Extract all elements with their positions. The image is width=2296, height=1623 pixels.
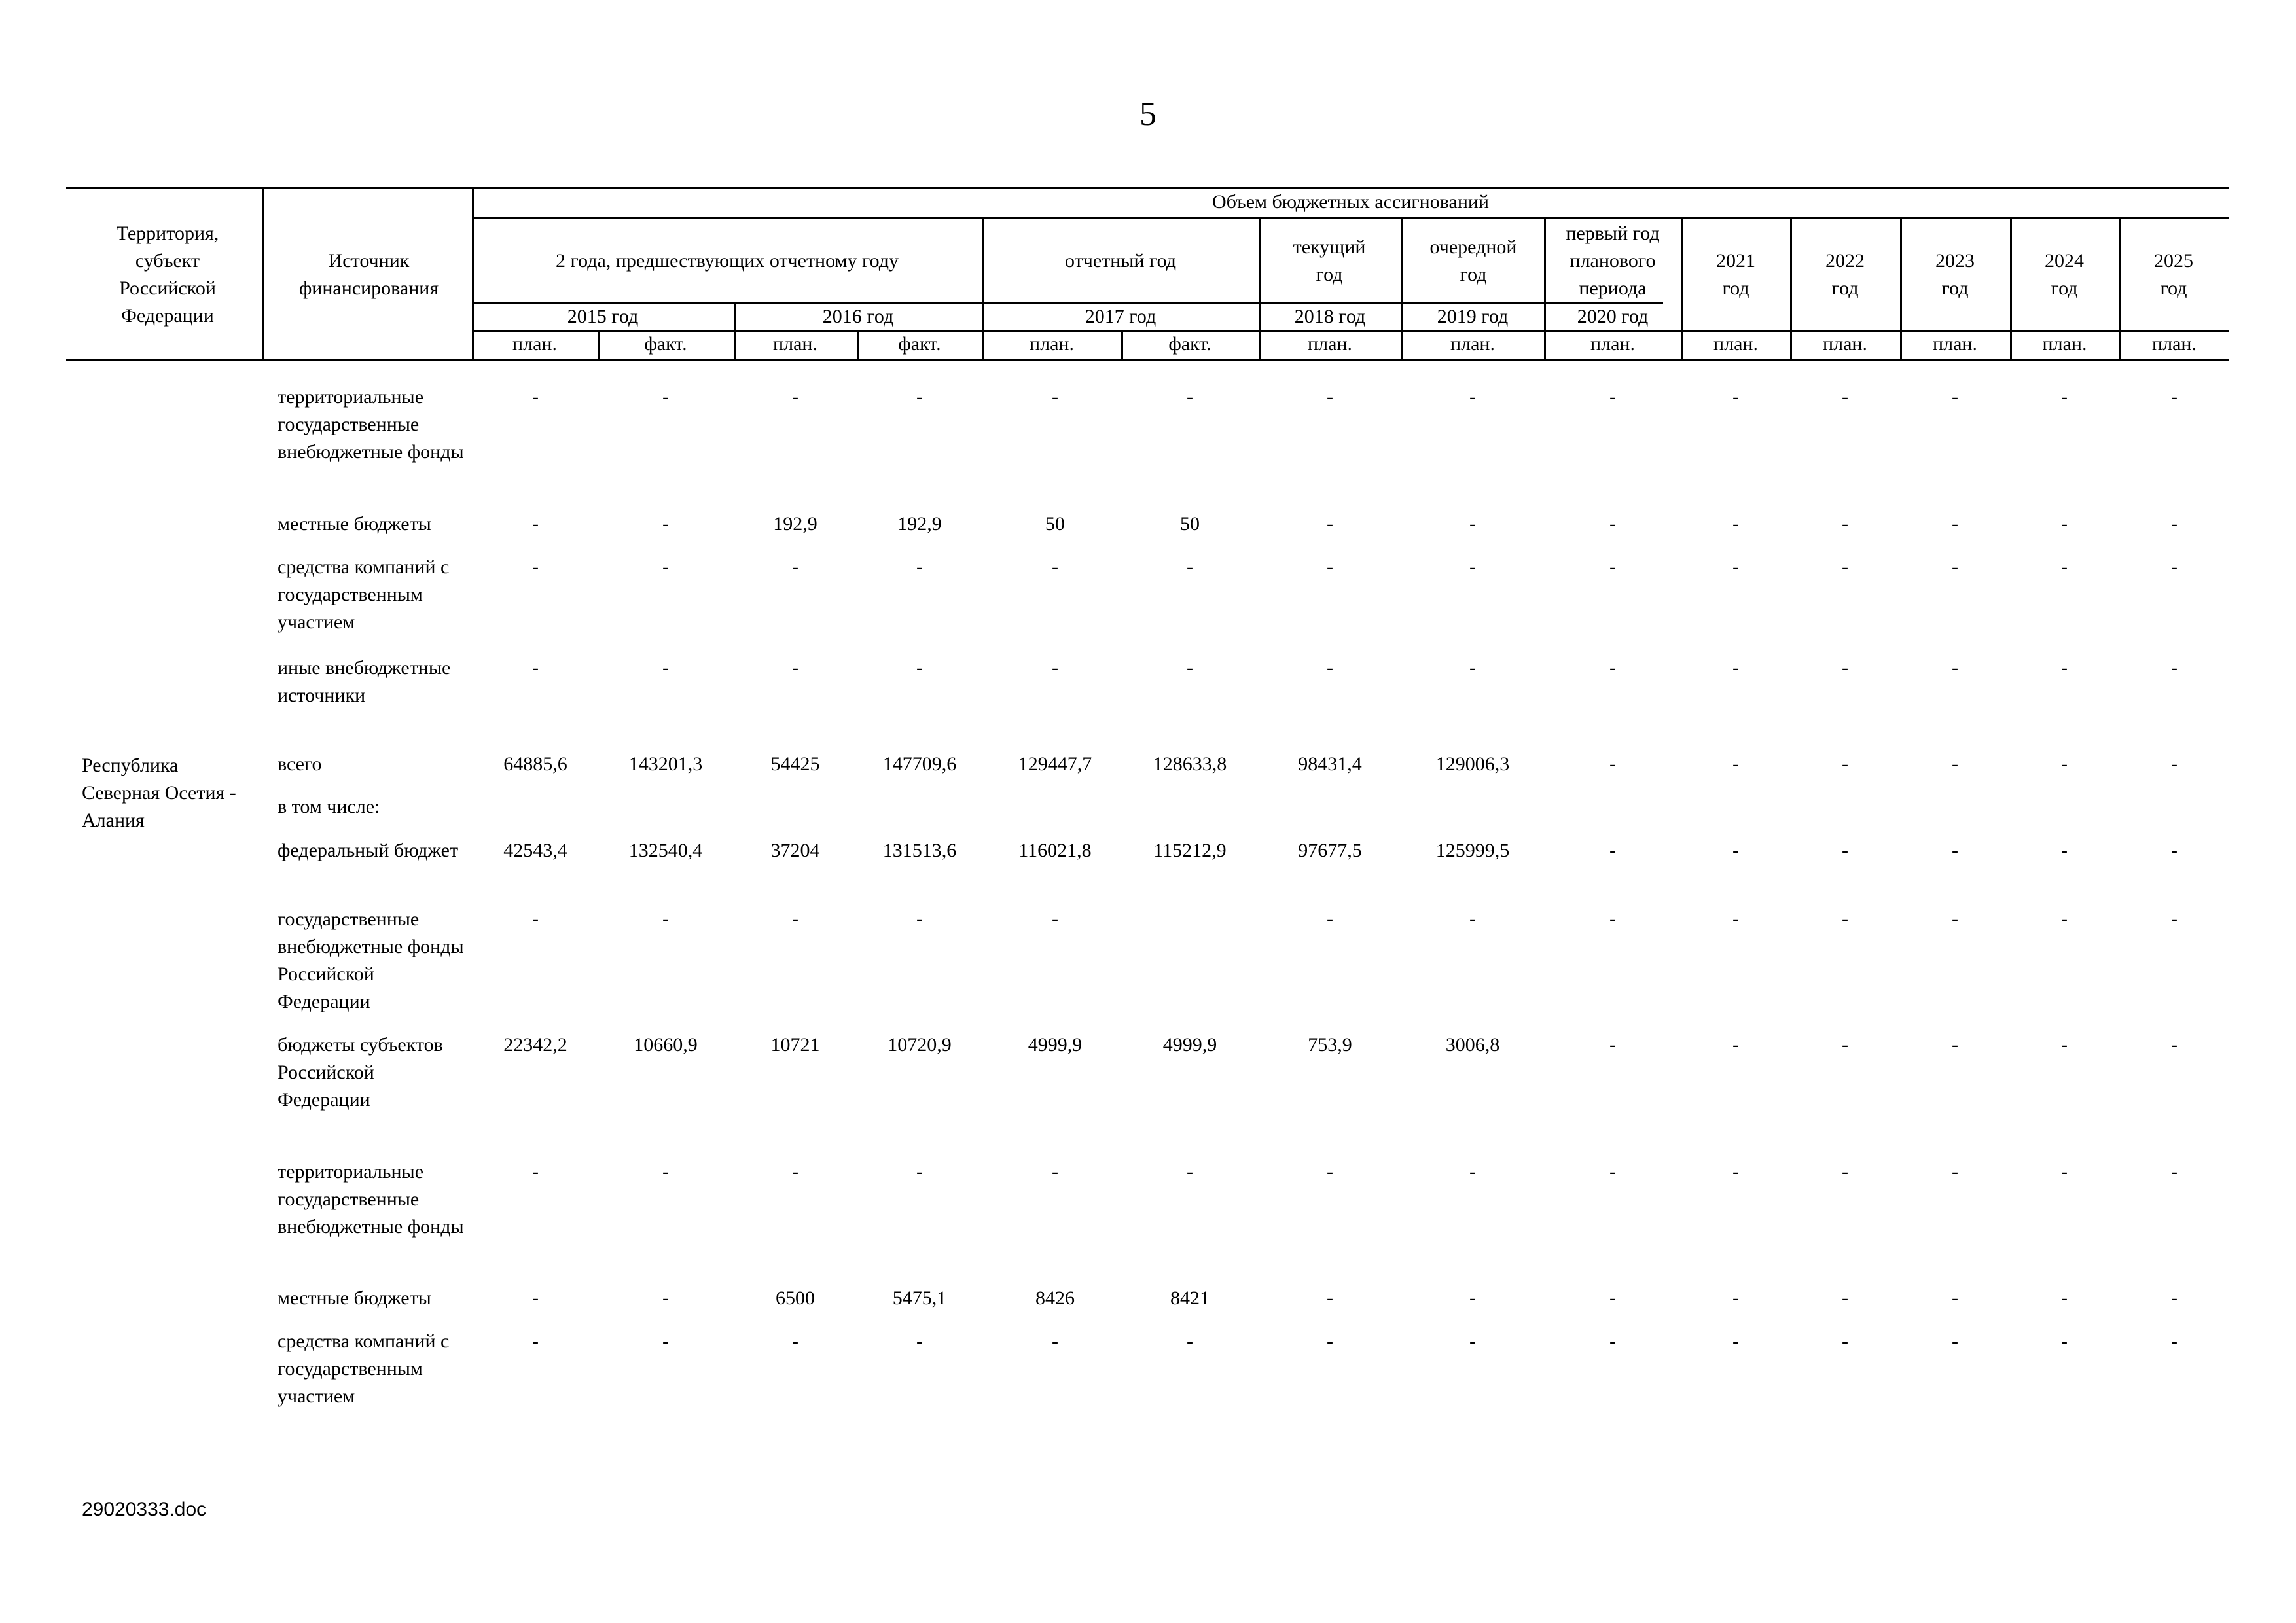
header-col-9: план. [1590, 333, 1635, 355]
table-cell: - [2171, 840, 2178, 861]
header-col-12: план. [1933, 333, 1977, 355]
row-label: в том числе: [278, 796, 380, 817]
table-cell: - [1842, 1330, 1848, 1352]
table-cell: 4999,9 [1028, 1034, 1083, 1056]
header-year-2020: 2020 год [1577, 306, 1649, 327]
page-number: 5 [1139, 96, 1157, 133]
table-cell: - [662, 556, 669, 578]
row-label: территориальные государственные внебюджетные фонды [278, 1161, 464, 1238]
table-cell: - [532, 1330, 539, 1352]
header-col-11: план. [1823, 333, 1867, 355]
table-cell: - [1842, 657, 1848, 679]
table-cell: - [1052, 657, 1058, 679]
table-cell: - [1609, 386, 1616, 408]
table-cell: - [1327, 657, 1333, 679]
table-cell: - [2171, 1034, 2178, 1056]
table-cell: - [1187, 657, 1193, 679]
table-cell: - [2171, 908, 2178, 930]
header-2023: 2023 год [1935, 250, 1975, 299]
table-cell: - [1732, 1161, 1739, 1183]
table-cell: - [1187, 1330, 1193, 1352]
header-col-6: факт. [1168, 333, 1211, 355]
header-col-8: план. [1450, 333, 1495, 355]
header-report-year: отчетный год [1065, 250, 1176, 272]
table-cell: - [1952, 840, 1958, 861]
table-cell: 8426 [1035, 1287, 1075, 1309]
row-label: местные бюджеты [278, 1287, 431, 1309]
table-cell: - [1609, 1034, 1616, 1056]
table-cell: - [532, 513, 539, 535]
header-year-2019: 2019 год [1437, 306, 1509, 327]
table-cell: - [1842, 753, 1848, 775]
row-label: средства компаний с государственным участием [278, 556, 450, 633]
table-cell: - [2061, 513, 2068, 535]
table-cell: - [1952, 1161, 1958, 1183]
table-cell: 128633,8 [1153, 753, 1227, 775]
table-cell: - [1842, 556, 1848, 578]
table-cell: - [1469, 1287, 1476, 1309]
table-cell: - [792, 556, 798, 578]
header-current-year: текущий год [1293, 236, 1366, 285]
table-cell: - [1842, 908, 1848, 930]
rule-volume [472, 217, 2229, 219]
header-2025: 2025 год [2154, 250, 2193, 299]
table-cell: - [1609, 1287, 1616, 1309]
table-cell: 22342,2 [503, 1034, 567, 1056]
table-cell: 98431,4 [1298, 753, 1362, 775]
table-cell: - [1732, 556, 1739, 578]
table-cell: - [1609, 1330, 1616, 1352]
header-first-plan-year: первый год планового периода [1566, 223, 1660, 299]
table-cell: - [1052, 1161, 1058, 1183]
table-cell: - [662, 513, 669, 535]
table-cell: - [2061, 657, 2068, 679]
table-cell: - [2061, 1161, 2068, 1183]
table-cell: - [1469, 513, 1476, 535]
table-cell: - [1469, 1161, 1476, 1183]
table-cell: - [792, 1330, 798, 1352]
table-cell: - [1952, 513, 1958, 535]
table-cell: - [2061, 908, 2068, 930]
header-col-14: план. [2152, 333, 2197, 355]
table-cell: 10721 [770, 1034, 820, 1056]
table-cell: - [532, 908, 539, 930]
table-cell: - [1327, 556, 1333, 578]
table-cell: - [2061, 386, 2068, 408]
header-col-13: план. [2042, 333, 2087, 355]
row-label: территориальные государственные внебюджетные фонды [278, 386, 464, 463]
header-col-4: факт. [898, 333, 941, 355]
row-label: бюджеты субъектов Российской Федерации [278, 1034, 443, 1111]
table-cell: - [532, 657, 539, 679]
row-label: иные внебюджетные источники [278, 657, 451, 706]
table-cell: - [2061, 1287, 2068, 1309]
table-cell: - [2061, 1330, 2068, 1352]
table-cell: - [1469, 556, 1476, 578]
table-cell: - [1842, 1161, 1848, 1183]
table-cell: - [1732, 1330, 1739, 1352]
table-cell: - [792, 386, 798, 408]
table-cell: - [792, 908, 798, 930]
table-cell: - [532, 1287, 539, 1309]
table-cell: - [916, 1330, 923, 1352]
table-cell: - [1732, 908, 1739, 930]
table-cell: - [1952, 1287, 1958, 1309]
table-cell: 131513,6 [882, 840, 957, 861]
table-cell: - [792, 1161, 798, 1183]
table-cell: - [1609, 556, 1616, 578]
table-cell: 125999,5 [1435, 840, 1510, 861]
table-cell: - [1469, 657, 1476, 679]
table-cell: - [1952, 657, 1958, 679]
table-cell: - [1327, 1330, 1333, 1352]
table-cell: - [1952, 556, 1958, 578]
header-volume: Объем бюджетных ассигнований [1212, 191, 1489, 213]
table-cell: - [2171, 753, 2178, 775]
table-cell: 42543,4 [503, 840, 567, 861]
table-cell: - [662, 657, 669, 679]
table-cell: - [662, 1330, 669, 1352]
header-territory: Территория, субъект Российской Федерации [116, 223, 219, 327]
table-cell: - [1952, 753, 1958, 775]
row-label: всего [278, 753, 322, 775]
table-cell: 147709,6 [882, 753, 957, 775]
header-prev-two-years: 2 года, предшествующих отчетному году [556, 250, 899, 272]
table-cell: 8421 [1170, 1287, 1210, 1309]
table-cell: - [1469, 1330, 1476, 1352]
table-cell: - [1842, 513, 1848, 535]
table-cell: 64885,6 [503, 753, 567, 775]
table-cell: - [1952, 1034, 1958, 1056]
table-cell: - [662, 1161, 669, 1183]
header-col-3: план. [773, 333, 817, 355]
header-2022: 2022 год [1825, 250, 1865, 299]
table-cell: - [1732, 657, 1739, 679]
table-cell: - [2061, 753, 2068, 775]
table-cell: 116021,8 [1018, 840, 1092, 861]
table-cell: - [2171, 1287, 2178, 1309]
table-cell: - [2171, 386, 2178, 408]
table-cell: - [1842, 1287, 1848, 1309]
table-cell: - [2171, 1161, 2178, 1183]
table-cell: - [532, 386, 539, 408]
table-cell: - [662, 908, 669, 930]
table-cell: - [1052, 386, 1058, 408]
table-cell: 143201,3 [628, 753, 703, 775]
row-label: средства компаний с государственным участием [278, 1330, 450, 1407]
table-cell: - [1952, 908, 1958, 930]
table-cell: - [1952, 1330, 1958, 1352]
table-cell: - [1609, 1161, 1616, 1183]
table-cell: - [1052, 908, 1058, 930]
rule-bottom [66, 359, 2229, 361]
table-cell: - [1609, 753, 1616, 775]
table-cell: 192,9 [897, 513, 942, 535]
table-cell: - [1952, 386, 1958, 408]
table-cell: - [1187, 386, 1193, 408]
table-cell: - [1327, 908, 1333, 930]
row-label: федеральный бюджет [278, 840, 459, 861]
table-cell: - [1469, 386, 1476, 408]
table-cell: - [1469, 908, 1476, 930]
table-cell: - [916, 556, 923, 578]
table-cell: 6500 [776, 1287, 815, 1309]
table-cell: - [1609, 840, 1616, 861]
table-cell: - [2061, 556, 2068, 578]
table-cell: - [792, 657, 798, 679]
table-cell: 192,9 [773, 513, 817, 535]
header-year-2017: 2017 год [1085, 306, 1157, 327]
table-cell: - [1732, 1034, 1739, 1056]
table-cell: - [1842, 1034, 1848, 1056]
table-cell: 50 [1180, 513, 1200, 535]
table-cell: - [2061, 840, 2068, 861]
table-cell: 10660,9 [634, 1034, 698, 1056]
header-year-2016: 2016 год [822, 306, 894, 327]
header-col-10: план. [1713, 333, 1758, 355]
table-cell: - [1609, 657, 1616, 679]
table-cell: 115212,9 [1153, 840, 1227, 861]
table-cell: 54425 [770, 753, 820, 775]
table-cell: - [1732, 386, 1739, 408]
header-2021: 2021 год [1716, 250, 1755, 299]
table-cell: - [1842, 386, 1848, 408]
table-cell: - [2061, 1034, 2068, 1056]
table-cell: - [1052, 556, 1058, 578]
v-terr-source [262, 187, 264, 359]
table-cell: - [916, 1161, 923, 1183]
row-label: местные бюджеты [278, 513, 431, 535]
table-cell: - [1609, 513, 1616, 535]
table-cell: 3006,8 [1445, 1034, 1500, 1056]
table-cell: 50 [1045, 513, 1065, 535]
table-cell: - [662, 1287, 669, 1309]
header-year-2015: 2015 год [567, 306, 639, 327]
table-cell: 129447,7 [1018, 753, 1092, 775]
header-source: Источник финансирования [298, 250, 439, 299]
table-cell: - [532, 1161, 539, 1183]
table-cell: - [1327, 513, 1333, 535]
footer-filename: 29020333.doc [82, 1499, 207, 1520]
table-cell: 37204 [770, 840, 820, 861]
table-cell: - [2171, 657, 2178, 679]
header-col-1: план. [512, 333, 557, 355]
header-col-5: план. [1030, 333, 1074, 355]
table-cell: 132540,4 [628, 840, 703, 861]
table-cell: 10720,9 [888, 1034, 952, 1056]
table-cell: - [662, 386, 669, 408]
territory-label: Республика Северная Осетия - Алания [82, 755, 236, 831]
table-cell: - [2171, 1330, 2178, 1352]
table-cell: 97677,5 [1298, 840, 1362, 861]
table-cell: - [916, 386, 923, 408]
table-cell: - [916, 657, 923, 679]
table-cell: - [2171, 556, 2178, 578]
header-year-2018: 2018 год [1294, 306, 1366, 327]
table-cell: - [532, 556, 539, 578]
table-cell: - [1732, 1287, 1739, 1309]
table-cell: - [1052, 1330, 1058, 1352]
table-cell: - [1327, 1287, 1333, 1309]
table-cell: 4999,9 [1162, 1034, 1217, 1056]
table-cell: 5475,1 [892, 1287, 947, 1309]
table-cell: - [1732, 513, 1739, 535]
table-cell: - [1732, 753, 1739, 775]
table-cell: 129006,3 [1435, 753, 1510, 775]
header-col-7: план. [1308, 333, 1352, 355]
table-cell: 753,9 [1308, 1034, 1352, 1056]
table-cell: - [1327, 1161, 1333, 1183]
header-col-2: факт. [644, 333, 687, 355]
table-cell: - [916, 908, 923, 930]
table-cell: - [1609, 908, 1616, 930]
header-next-year: очередной год [1429, 236, 1517, 285]
table-cell: - [1842, 840, 1848, 861]
table-cell: - [1187, 556, 1193, 578]
table-cell: - [1187, 1161, 1193, 1183]
table-cell: - [1327, 386, 1333, 408]
row-label: государственные внебюджетные фонды Российской Федерации [278, 908, 464, 1012]
table-cell: - [2171, 513, 2178, 535]
header-2024: 2024 год [2045, 250, 2084, 299]
table-cell: - [1732, 840, 1739, 861]
